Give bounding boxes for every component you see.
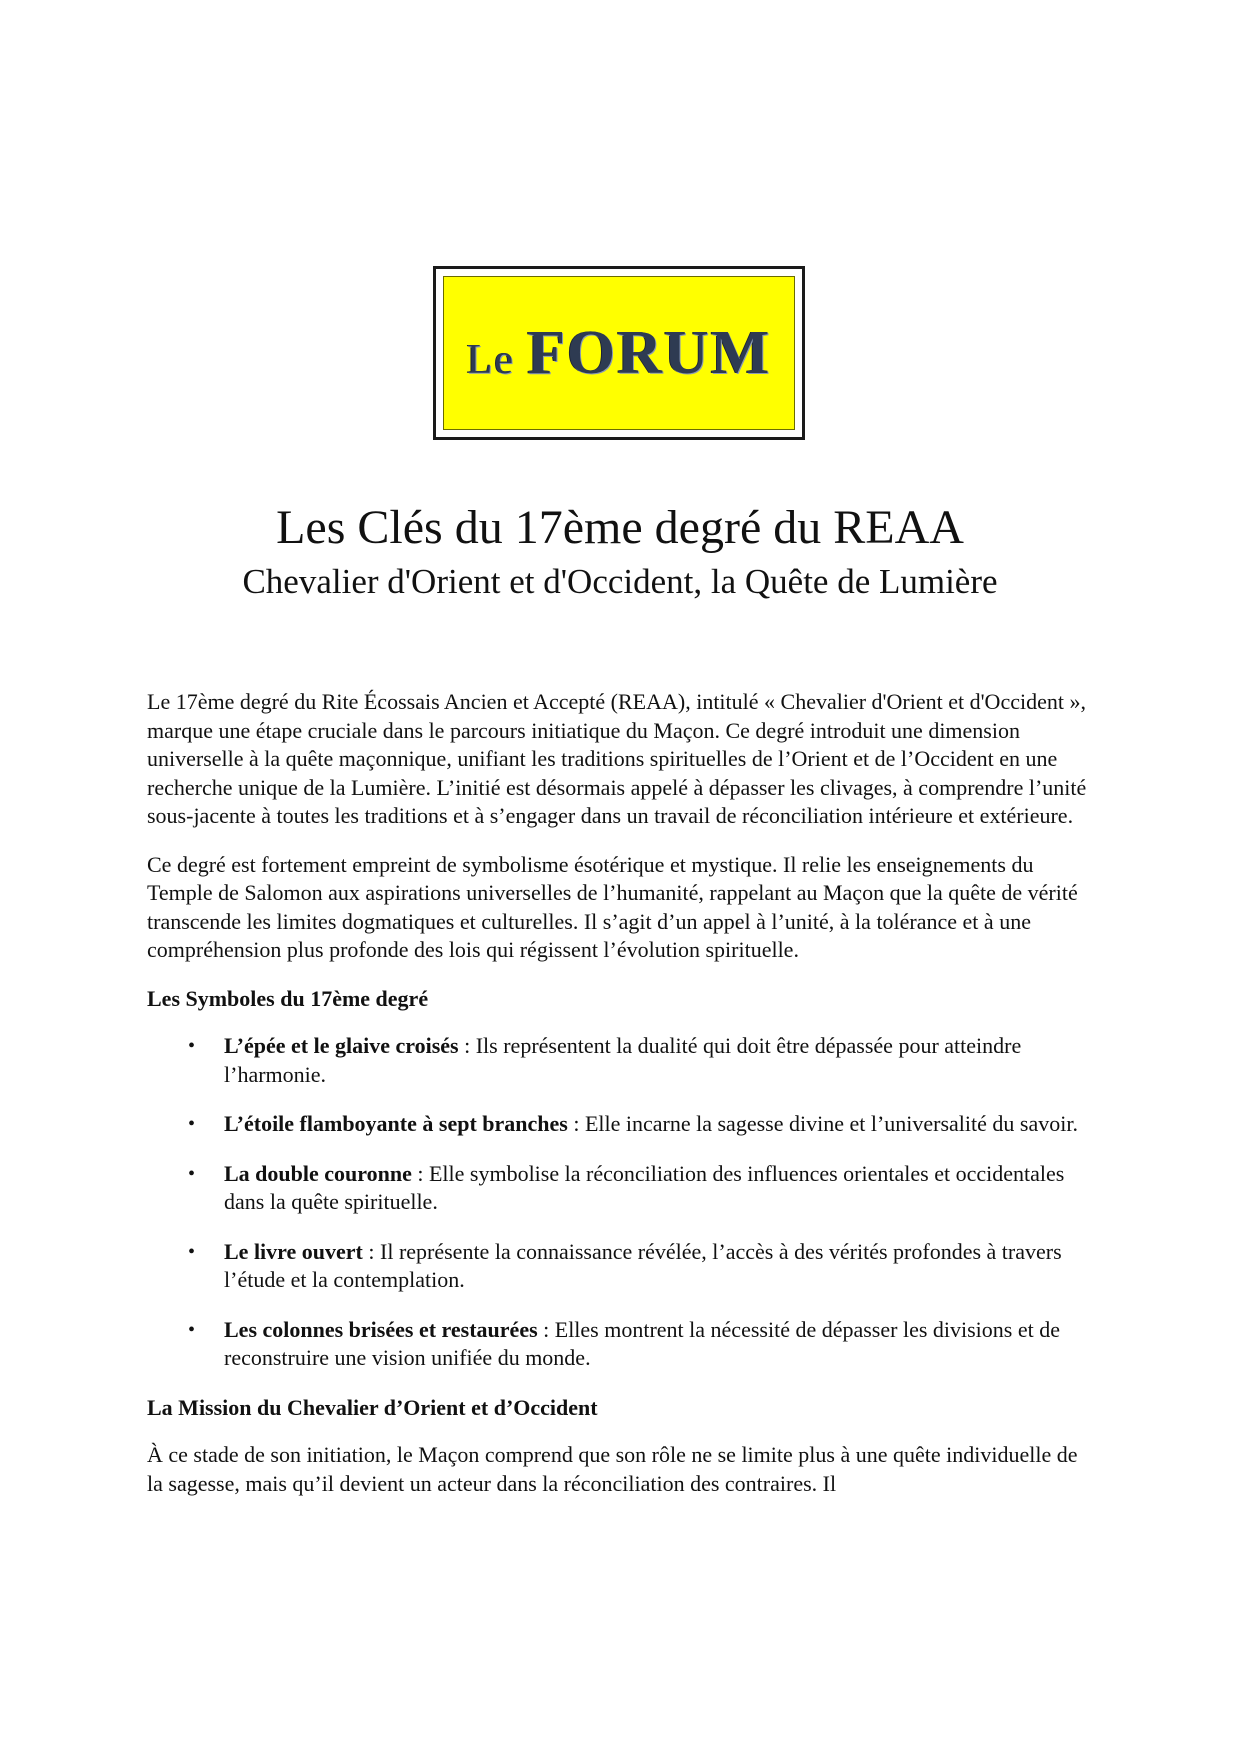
mission-paragraph: À ce stade de son initiation, le Maçon comprend que son rôle ne se limite plus à une quête individuelle de la sagesse, mais qu’il devient un acteur dans la réconciliation des contraires. Il <box>147 1442 1078 1496</box>
bullet-icon: • <box>188 1318 196 1341</box>
list-item <box>147 1032 1097 1089</box>
list-item <box>147 1238 1097 1295</box>
symbol-term: Le livre ouvert <box>224 1238 363 1264</box>
symbols-heading: Les Symboles du 17ème degré <box>147 985 429 1011</box>
symbolism-paragraph: Ce degré est fortement empreint de symbolisme ésotérique et mystique. Il relie les enseignements du Temple de Salomon aux aspirations universelles de l’humanité, rappelant au Maçon que la quête de vérité transcende les limites dogmatiques et culturelles. Il s’agit d’un appel à l’unité, à la tolérance et à une compréhension plus profonde des lois qui régissent l’évolution spirituelle. <box>147 851 1078 962</box>
list-item <box>147 1110 1097 1139</box>
list-item <box>147 1316 1097 1373</box>
forum-logo-plate <box>443 276 795 430</box>
page-title: Les Clés du 17ème degré du REAA <box>276 501 964 554</box>
forum-logo <box>433 266 805 440</box>
symbol-term: Les colonnes brisées et restaurées <box>224 1316 538 1342</box>
intro-paragraph: Le 17ème degré du Rite Écossais Ancien et Accepté (REAA), intitulé « Chevalier d'Orient et d'Occident », marque une étape cruciale dans le parcours initiatique du Maçon. Ce degré introduit une dimension universelle à la quête maçonnique, unifiant les traditions spirituelles de l’Orient et de l’Occident en une recherche unique de la Lumière. L’initié est désormais appelé à dépasser les clivages, à comprendre l’unité sous-jacente à toutes les traditions et à s’engager dans un travail de réconciliation intérieure et extérieure. <box>147 689 1087 828</box>
symbol-term: La double couronne <box>224 1160 412 1186</box>
symbol-description: : Elle incarne la sagesse divine et l’universalité du savoir. <box>567 1111 1078 1136</box>
symbols-list <box>147 1032 1097 1373</box>
symbol-term: L’épée et le glaive croisés <box>224 1033 459 1058</box>
bullet-icon: • <box>188 1162 196 1185</box>
logo-prefix: Le <box>466 337 516 383</box>
document-body <box>147 688 1097 1518</box>
bullet-icon: • <box>188 1240 196 1263</box>
symbol-description: : Elles montrent la nécessité de dépasser les divisions et de reconstruire une vision unifiée du monde. <box>224 1316 1061 1370</box>
symbol-description: : Il représente la connaissance révélée, l’accès à des vérités profondes à travers l’étude et la contemplation. <box>224 1238 1062 1292</box>
symbol-description: : Ils représentent la dualité qui doit être dépassée pour atteindre l’harmonie. <box>224 1033 1022 1087</box>
symbol-term: L’étoile flamboyante à sept branches <box>224 1111 568 1136</box>
bullet-icon: • <box>188 1035 196 1057</box>
list-item <box>147 1160 1097 1217</box>
mission-heading: La Mission du Chevalier d’Orient et d’Occident <box>147 1394 598 1420</box>
bullet-icon: • <box>188 1113 196 1135</box>
symbol-description: : Elle symbolise la réconciliation des influences orientales et occidentales dans la quête spirituelle. <box>224 1160 1065 1214</box>
logo-name: FORUM <box>527 318 772 387</box>
page-subtitle: Chevalier d'Orient et d'Occident, la Quête de Lumière <box>242 562 998 601</box>
